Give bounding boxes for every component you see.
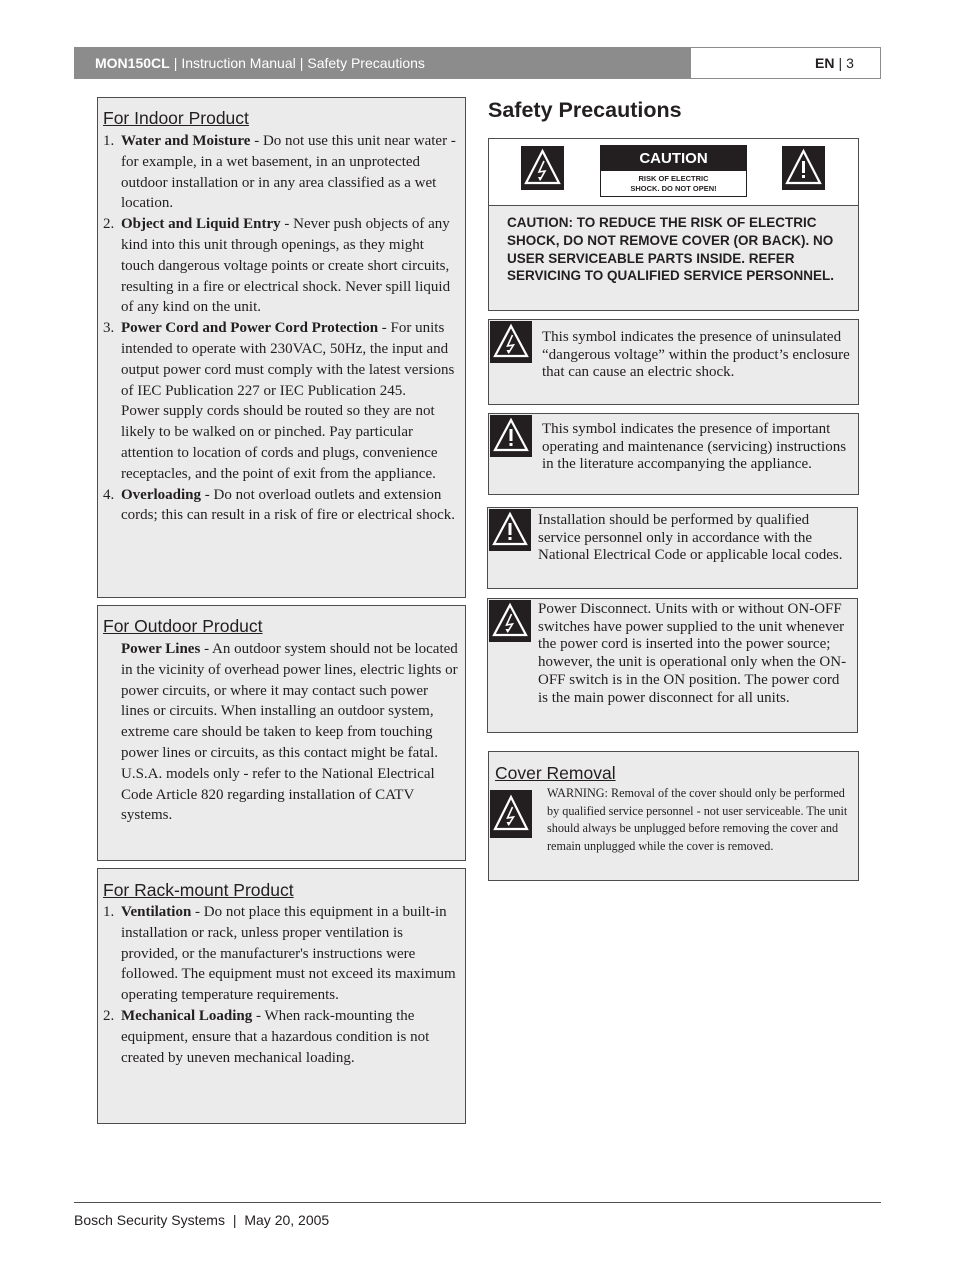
list-item-number: 1. <box>103 133 115 149</box>
list-item-extra-paragraph: Power supply cords should be routed so they are not likely to be walked on or pinched. Pay particular attention to location of cords and plugs, convenience receptacles, and the point of exit from the appliance. <box>121 403 438 482</box>
outdoor-product-text <box>103 639 459 826</box>
list-item-term: Ventilation <box>121 904 192 920</box>
list-item <box>103 131 459 214</box>
indoor-product-box <box>97 97 466 598</box>
list-item <box>103 318 459 401</box>
list-item <box>103 214 459 318</box>
list-item-text: - When rack-mounting the equipment, ensure that a hazardous condition is not created by uneven mechanical loading. <box>121 1007 430 1066</box>
lightning-warning-icon <box>490 321 532 363</box>
header-language: EN <box>815 55 835 71</box>
rack-mount-product-title: For Rack-mount Product <box>103 880 294 900</box>
list-item <box>103 902 459 1006</box>
list-item <box>103 485 459 527</box>
exclamation-symbol-text: This symbol indicates the presence of important operating and maintenance (servicing) instructions in the literature accompanying the appliance. <box>542 421 847 473</box>
cover-removal-title: Cover Removal <box>495 763 616 783</box>
list-item-term: Water and Moisture <box>121 133 251 149</box>
exclamation-warning-icon <box>489 509 531 551</box>
footer-date: May 20, 2005 <box>244 1212 330 1228</box>
footer-separator: | <box>232 1212 237 1228</box>
header-separator: | <box>173 55 178 71</box>
list-item-text: - Do not place this equipment in a built-in installation or rack, unless proper ventilation is provided, or the manufacturer's instructions were followed. The equipment must not exceed its maximum operating temperature requirements. <box>121 904 456 1004</box>
list-item-term: Mechanical Loading <box>121 1007 253 1024</box>
list-item-text: - For units intended to operate with 230VAC, 50Hz, the input and output power cord must comply with the latest versions of IEC Publication 227 or IEC Publication 245. <box>121 320 455 399</box>
lightning-warning-icon <box>490 790 532 838</box>
exclamation-warning-icon <box>490 415 532 457</box>
lightning-warning-icon <box>489 600 531 642</box>
list-item-term: Object and Liquid Entry <box>121 216 281 233</box>
indoor-product-list <box>103 131 459 526</box>
outdoor-product-title: For Outdoor Product <box>103 616 263 636</box>
header-page-number: 3 <box>846 55 854 71</box>
power-disconnect-text: Power Disconnect. Units with or without ON-OFF switches have power supplied to the unit whenever the power cord is inserted into the power source; however, the unit is operational only when the ON-OFF switch is in the ON position. The power cord is the main power disconnect for all units. <box>538 601 847 706</box>
voltage-symbol-box <box>488 319 859 405</box>
list-item-text: - Do not use this unit near water - for example, in a wet basement, in an unprotected outdoor installation or in any area classified as a wet location. <box>121 133 456 212</box>
footer-divider <box>74 1202 881 1203</box>
outdoor-product-box <box>97 605 466 861</box>
header-separator: | <box>838 55 843 71</box>
list-item-term: Overloading <box>121 486 202 503</box>
footer <box>74 1212 329 1228</box>
list-item-number: 3. <box>103 320 115 337</box>
header-bar <box>74 47 691 79</box>
caution-box <box>488 138 859 311</box>
header-document: Instruction Manual <box>181 55 296 71</box>
list-item-number: 2. <box>103 216 115 233</box>
header-section: Safety Precautions <box>307 55 425 71</box>
caution-label-area <box>489 139 858 206</box>
cover-removal-box <box>488 751 859 881</box>
list-item-text: - Never push objects of any kind into this unit through openings, as they might touch dangerous voltage points or create short circuits, resulting in a fire or electrical shock. Never spill liquid of any kind on the unit. <box>121 216 451 316</box>
lightning-warning-icon <box>521 146 564 190</box>
power-lines-term: Power Lines <box>121 641 201 657</box>
caution-word: CAUTION <box>601 146 746 171</box>
risk-line: SHOCK. DO NOT OPEN! <box>630 183 717 193</box>
voltage-symbol-text: This symbol indicates the presence of uninsulated “dangerous voltage” within the product’s enclosure that can cause an electric shock. <box>542 329 850 381</box>
list-item-number: 4. <box>103 486 115 503</box>
list-item-number: 1. <box>103 904 115 920</box>
installation-text: Installation should be performed by qualified service personnel only in accordance with the National Electrical Code or applicable local codes. <box>538 512 843 564</box>
cover-removal-text: WARNING: Removal of the cover should only be performed by qualified service personnel - not user serviceable. The unit should always be unplugged before removing the cover and remain unplugged while the cover is removed. <box>547 786 848 853</box>
rack-mount-product-box <box>97 868 466 1124</box>
list-item <box>103 1006 459 1068</box>
installation-box <box>487 507 858 589</box>
header-model: MON150CL <box>95 55 170 71</box>
indoor-product-title: For Indoor Product <box>103 108 249 128</box>
exclamation-warning-icon <box>782 146 825 190</box>
power-lines-text: - An outdoor system should not be located in the vicinity of overhead power lines, electric lights or power circuits, or where it may contact such power lines or circuits. When installing an outdoor system, extreme care should be taken to keep from touching power lines or circuits, as this contact might be fatal. U.S.A. models only - refer to the National Electrical Code Article 820 regarding installation of CATV systems. <box>121 641 458 824</box>
exclamation-symbol-box <box>488 413 859 495</box>
header-page-info <box>691 47 881 79</box>
caution-label <box>600 145 747 197</box>
risk-text <box>601 171 746 193</box>
footer-company: Bosch Security Systems <box>74 1212 225 1228</box>
list-item-number: 2. <box>103 1007 115 1024</box>
page-title: Safety Precautions <box>488 98 682 122</box>
caution-text: CAUTION: TO REDUCE THE RISK OF ELECTRIC SHOCK, DO NOT REMOVE COVER (OR BACK). NO USER SERVICEABLE PARTS INSIDE. REFER SERVICING TO QUALIFIED SERVICE PERSONNEL. <box>507 215 835 284</box>
header-separator: | <box>299 55 304 71</box>
list-item-text: - Do not overload outlets and extension cords; this can result in a risk of fire or electrical shock. <box>121 486 456 524</box>
list-item-term: Power Cord and Power Cord Protection <box>121 320 379 337</box>
rack-mount-product-list <box>103 902 459 1068</box>
risk-line: RISK OF ELECTRIC <box>638 174 709 183</box>
power-disconnect-box <box>487 598 858 733</box>
